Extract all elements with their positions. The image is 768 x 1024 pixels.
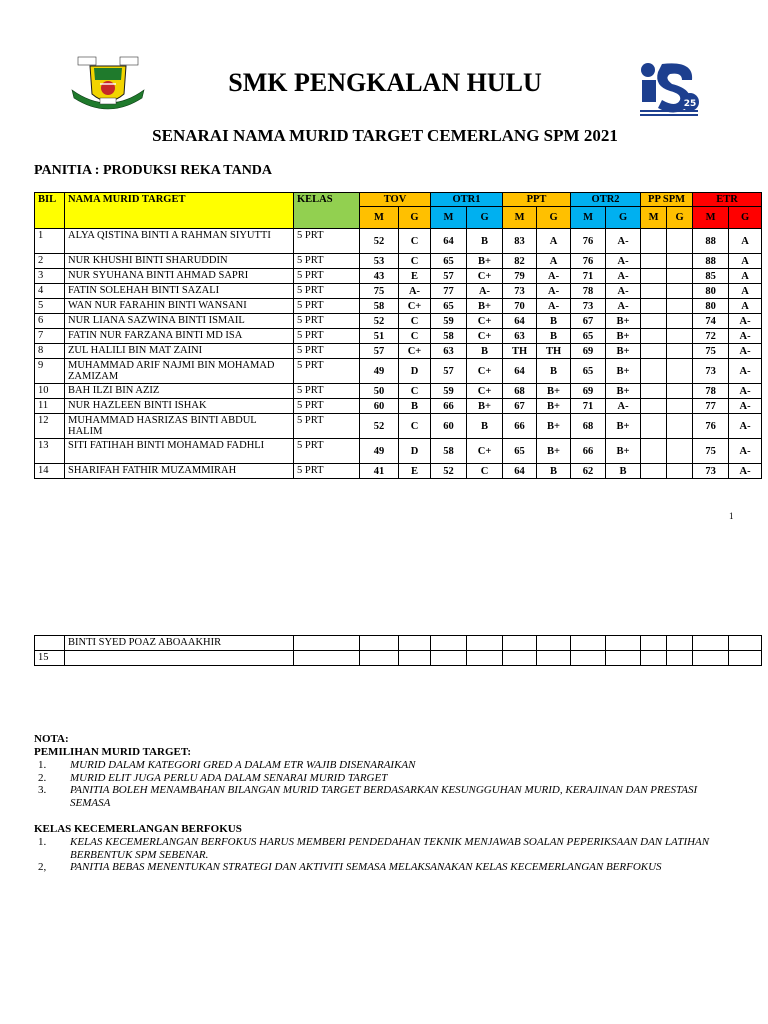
score-cell: 63 [431, 344, 467, 359]
score-cell: 52 [431, 464, 467, 479]
score-cell: B [606, 464, 641, 479]
score-cell: 76 [571, 229, 606, 254]
target-students-table [34, 192, 762, 479]
score-cell: A- [537, 299, 571, 314]
score-cell: C [399, 314, 431, 329]
score-cell: 76 [571, 254, 606, 269]
score-cell: A- [729, 464, 762, 479]
score-cell: 49 [360, 359, 399, 384]
score-cell: 60 [431, 414, 467, 439]
score-cell: A- [729, 399, 762, 414]
score-cell: B [537, 329, 571, 344]
score-cell [641, 384, 667, 399]
table-row [35, 344, 762, 359]
score-cell: A [729, 269, 762, 284]
score-cell [667, 344, 693, 359]
score-cell: 69 [571, 384, 606, 399]
score-cell [667, 414, 693, 439]
score-cell: A- [537, 269, 571, 284]
score-cell: 52 [360, 414, 399, 439]
student-name: NUR HAZLEEN BINTI ISHAK [65, 399, 294, 414]
score-cell: B+ [467, 254, 503, 269]
score-cell [667, 254, 693, 269]
score-cell: B+ [606, 314, 641, 329]
score-cell: B+ [467, 299, 503, 314]
table-row [35, 651, 762, 666]
score-cell: 57 [431, 269, 467, 284]
student-name: FATIN NUR FARZANA BINTI MD ISA [65, 329, 294, 344]
score-cell: E [399, 464, 431, 479]
table-row [35, 636, 762, 651]
score-cell: B+ [606, 359, 641, 384]
score-cell: C [399, 254, 431, 269]
score-cell: B [467, 414, 503, 439]
score-cell: TH [537, 344, 571, 359]
score-cell: 66 [571, 439, 606, 464]
header-etr: ETR [693, 193, 762, 207]
table-row [35, 229, 762, 254]
student-class: 5 PRT [294, 284, 360, 299]
header-tov: TOV [360, 193, 431, 207]
list-title: SENARAI NAMA MURID TARGET CEMERLANG SPM 2021 [152, 126, 618, 145]
student-class: 5 PRT [294, 359, 360, 384]
header-otr2-g: G [606, 207, 641, 229]
score-cell: A- [729, 414, 762, 439]
score-cell: 67 [571, 314, 606, 329]
header-ppt-m: M [503, 207, 537, 229]
row-bil: 11 [35, 399, 65, 414]
student-class: 5 PRT [294, 269, 360, 284]
score-cell: 66 [503, 414, 537, 439]
score-cell [667, 329, 693, 344]
student-name: ZUL HALILI BIN MAT ZAINI [65, 344, 294, 359]
score-cell: B+ [537, 414, 571, 439]
school-name: SMK PENGKALAN HULU [228, 68, 542, 97]
page-number: 1 [729, 511, 734, 521]
score-cell: 57 [360, 344, 399, 359]
score-cell: B+ [537, 384, 571, 399]
score-cell: C+ [399, 344, 431, 359]
score-cell: 65 [431, 254, 467, 269]
score-cell: A- [606, 399, 641, 414]
score-cell: 80 [693, 284, 729, 299]
score-cell: 58 [431, 439, 467, 464]
panitia-label: PANITIA : PRODUKSI REKA TANDA [34, 163, 273, 178]
score-cell: 75 [693, 344, 729, 359]
score-cell [641, 284, 667, 299]
score-cell: E [399, 269, 431, 284]
score-cell: A- [606, 269, 641, 284]
score-cell: B [537, 464, 571, 479]
row-bil: 3 [35, 269, 65, 284]
section2-title: KELAS KECEMERLANGAN BERFOKUS [34, 823, 242, 835]
header-otr2-m: M [571, 207, 606, 229]
score-cell: A- [606, 284, 641, 299]
score-cell: 73 [503, 284, 537, 299]
score-cell: 73 [571, 299, 606, 314]
score-cell [641, 229, 667, 254]
score-cell: 59 [431, 384, 467, 399]
score-cell: B [537, 314, 571, 329]
student-name: NUR KHUSHI BINTI SHARUDDIN [65, 254, 294, 269]
section1-title: PEMILIHAN MURID TARGET: [34, 746, 192, 758]
score-cell: 65 [571, 329, 606, 344]
student-name: WAN NUR FARAHIN BINTI WANSANI [65, 299, 294, 314]
score-cell: B+ [606, 329, 641, 344]
score-cell: A [729, 229, 762, 254]
header-tov-g: G [399, 207, 431, 229]
score-cell: 64 [503, 314, 537, 329]
score-cell: C+ [467, 439, 503, 464]
score-cell: B [467, 229, 503, 254]
header-bil: BIL [35, 193, 65, 229]
header-otr1: OTR1 [431, 193, 503, 207]
row-bil: 13 [35, 439, 65, 464]
score-cell: B [467, 344, 503, 359]
table-row [35, 359, 762, 384]
score-cell: A- [606, 254, 641, 269]
score-cell: 74 [693, 314, 729, 329]
score-cell: A [729, 299, 762, 314]
score-cell: D [399, 439, 431, 464]
score-cell: 65 [503, 439, 537, 464]
header-otr1-m: M [431, 207, 467, 229]
score-cell: 88 [693, 254, 729, 269]
header-row-1 [35, 193, 762, 207]
header-etr-m: M [693, 207, 729, 229]
score-cell [641, 414, 667, 439]
score-cell [641, 399, 667, 414]
score-cell: 78 [571, 284, 606, 299]
score-cell: 83 [503, 229, 537, 254]
table-row [35, 399, 762, 414]
score-cell: A- [729, 314, 762, 329]
score-cell: A- [606, 229, 641, 254]
score-cell: A- [729, 439, 762, 464]
header-pp-spm: PP SPM [641, 193, 693, 207]
student-class: 5 PRT [294, 314, 360, 329]
score-cell: B+ [537, 439, 571, 464]
score-cell [641, 329, 667, 344]
score-cell: 49 [360, 439, 399, 464]
score-cell: 58 [431, 329, 467, 344]
score-cell: C [467, 464, 503, 479]
score-cell [667, 384, 693, 399]
header-ppt: PPT [503, 193, 571, 207]
score-cell: 53 [360, 254, 399, 269]
row-bil: 5 [35, 299, 65, 314]
score-cell: 67 [503, 399, 537, 414]
header-ppt-g: G [537, 207, 571, 229]
row-bil: 4 [35, 284, 65, 299]
table-row [35, 284, 762, 299]
score-cell: 64 [431, 229, 467, 254]
student-name-cont: BINTI SYED POAZ ABOAAKHIR [65, 636, 294, 651]
score-cell [641, 254, 667, 269]
student-class: 5 PRT [294, 384, 360, 399]
score-cell: TH [503, 344, 537, 359]
student-class: 5 PRT [294, 329, 360, 344]
header-pp-spm-g: G [667, 207, 693, 229]
score-cell: C [399, 229, 431, 254]
score-cell: 50 [360, 384, 399, 399]
score-cell: A [537, 229, 571, 254]
student-name: SHARIFAH FATHIR MUZAMMIRAH [65, 464, 294, 479]
score-cell: 52 [360, 229, 399, 254]
score-cell [667, 314, 693, 329]
row-bil: 9 [35, 359, 65, 384]
score-cell: 71 [571, 269, 606, 284]
score-cell: 51 [360, 329, 399, 344]
notes-section [34, 733, 734, 874]
list-item: 2. MURID ELIT JUGA PERLU ADA DALAM SENARAI MURID TARGET [38, 771, 388, 784]
score-cell: 73 [693, 464, 729, 479]
table-row [35, 269, 762, 284]
student-class: 5 PRT [294, 414, 360, 439]
score-cell: C+ [467, 314, 503, 329]
score-cell: A [537, 254, 571, 269]
score-cell: C+ [467, 384, 503, 399]
score-cell: B+ [606, 439, 641, 464]
student-class: 5 PRT [294, 254, 360, 269]
score-cell [641, 344, 667, 359]
score-cell: 63 [503, 329, 537, 344]
table-row [35, 314, 762, 329]
score-cell [641, 464, 667, 479]
student-name: MUHAMMAD HASRIZAS BINTI ABDUL HALIM [65, 414, 294, 439]
table-row [35, 414, 762, 439]
nota-heading: NOTA: [34, 733, 69, 745]
header-tov-m: M [360, 207, 399, 229]
header-otr2: OTR2 [571, 193, 641, 207]
header-nama: NAMA MURID TARGET [65, 193, 294, 229]
score-cell: 77 [431, 284, 467, 299]
row-bil: 15 [35, 651, 65, 666]
score-cell: 71 [571, 399, 606, 414]
score-cell: 76 [693, 414, 729, 439]
score-cell: A [729, 284, 762, 299]
score-cell: A- [467, 284, 503, 299]
score-cell [667, 439, 693, 464]
row-bil: 6 [35, 314, 65, 329]
student-class: 5 PRT [294, 229, 360, 254]
table-row [35, 464, 762, 479]
score-cell: 65 [431, 299, 467, 314]
list-item: 3. PANITIA BOLEH MENAMBAHAN BILANGAN MURID TARGET BERDASARKAN KESUNGGUHAN MURID, KERAJINAN DAN PRESTASI SEMASA [38, 784, 698, 809]
student-class: 5 PRT [294, 399, 360, 414]
score-cell: 41 [360, 464, 399, 479]
score-cell: D [399, 359, 431, 384]
score-cell [667, 229, 693, 254]
score-cell: 72 [693, 329, 729, 344]
score-cell: C [399, 384, 431, 399]
score-cell: A- [606, 299, 641, 314]
score-cell: C+ [467, 359, 503, 384]
header-kelas: KELAS [294, 193, 360, 229]
student-class: 5 PRT [294, 299, 360, 314]
score-cell: B [537, 359, 571, 384]
table-row [35, 329, 762, 344]
score-cell [641, 269, 667, 284]
score-cell: C [399, 414, 431, 439]
score-cell: 52 [360, 314, 399, 329]
row-bil: 7 [35, 329, 65, 344]
score-cell: 82 [503, 254, 537, 269]
score-cell: 78 [693, 384, 729, 399]
score-cell: 69 [571, 344, 606, 359]
list-item: 1. MURID DALAM KATEGORI GRED A DALAM ETR WAJIB DISENARAIKAN [38, 759, 416, 771]
score-cell: 64 [503, 464, 537, 479]
ministry-logo-icon [636, 58, 702, 120]
row-bil: 10 [35, 384, 65, 399]
score-cell: B+ [537, 399, 571, 414]
score-cell [667, 399, 693, 414]
school-crest-icon [70, 54, 146, 116]
header-etr-g: G [729, 207, 762, 229]
table-row [35, 439, 762, 464]
header-otr1-g: G [467, 207, 503, 229]
header-pp-spm-m: M [641, 207, 667, 229]
list-item: 1. KELAS KECEMERLANGAN BERFOKUS HARUS MEMBERI PENDEDAHAN TEKNIK MENJAWAB SOALAN PEPERIKSAAN DAN LATIHAN BERBENTUK SPM SEBENAR. [38, 836, 710, 861]
student-name: NUR LIANA SAZWINA BINTI ISMAIL [65, 314, 294, 329]
score-cell: C+ [467, 269, 503, 284]
score-cell: 80 [693, 299, 729, 314]
score-cell: 66 [431, 399, 467, 414]
score-cell [641, 314, 667, 329]
score-cell: 88 [693, 229, 729, 254]
row-bil: 1 [35, 229, 65, 254]
score-cell: 68 [503, 384, 537, 399]
score-cell: C [399, 329, 431, 344]
score-cell: 62 [571, 464, 606, 479]
student-class: 5 PRT [294, 464, 360, 479]
score-cell: A- [729, 329, 762, 344]
score-cell: 75 [693, 439, 729, 464]
score-cell: 59 [431, 314, 467, 329]
student-name: SITI FATIHAH BINTI MOHAMAD FADHLI [65, 439, 294, 464]
student-class: 5 PRT [294, 439, 360, 464]
score-cell [667, 284, 693, 299]
continuation-table [34, 635, 762, 666]
row-bil: 14 [35, 464, 65, 479]
score-cell: A- [399, 284, 431, 299]
score-cell [667, 299, 693, 314]
score-cell: C+ [467, 329, 503, 344]
score-cell: 70 [503, 299, 537, 314]
score-cell: A- [729, 344, 762, 359]
score-cell: 60 [360, 399, 399, 414]
score-cell: A- [729, 359, 762, 384]
list-item: 2, PANITIA BEBAS MENENTUKAN STRATEGI DAN AKTIVITI SEMASA MELAKSANAKAN KELAS KECEMERLANGAN BERFOKUS [38, 861, 662, 873]
row-bil: 2 [35, 254, 65, 269]
score-cell: 77 [693, 399, 729, 414]
row-bil: 8 [35, 344, 65, 359]
score-cell: 73 [693, 359, 729, 384]
student-name: NUR SYUHANA BINTI AHMAD SAPRI [65, 269, 294, 284]
table-row [35, 254, 762, 269]
score-cell [667, 464, 693, 479]
svg-text:25: 25 [683, 99, 697, 109]
score-cell: 65 [571, 359, 606, 384]
score-cell: B+ [606, 384, 641, 399]
table-row [35, 299, 762, 314]
student-name: FATIN SOLEHAH BINTI SAZALI [65, 284, 294, 299]
score-cell: 75 [360, 284, 399, 299]
score-cell [667, 269, 693, 284]
score-cell: B+ [606, 414, 641, 439]
student-name: MUHAMMAD ARIF NAJMI BIN MOHAMAD ZAMIZAM [65, 359, 294, 384]
score-cell: 68 [571, 414, 606, 439]
score-cell: 85 [693, 269, 729, 284]
score-cell: 64 [503, 359, 537, 384]
score-cell: 43 [360, 269, 399, 284]
score-cell: A [729, 254, 762, 269]
score-cell: B [399, 399, 431, 414]
student-class: 5 PRT [294, 344, 360, 359]
score-cell: 58 [360, 299, 399, 314]
score-cell [641, 439, 667, 464]
student-name: BAH ILZI BIN AZIZ [65, 384, 294, 399]
score-cell: B+ [467, 399, 503, 414]
score-cell: 57 [431, 359, 467, 384]
score-cell: A- [537, 284, 571, 299]
score-cell [641, 299, 667, 314]
table-row [35, 384, 762, 399]
score-cell [667, 359, 693, 384]
score-cell: C+ [399, 299, 431, 314]
row-bil: 12 [35, 414, 65, 439]
score-cell: A- [729, 384, 762, 399]
score-cell [641, 359, 667, 384]
score-cell: B+ [606, 344, 641, 359]
student-name: ALYA QISTINA BINTI A RAHMAN SIYUTTI [65, 229, 294, 254]
score-cell: 79 [503, 269, 537, 284]
